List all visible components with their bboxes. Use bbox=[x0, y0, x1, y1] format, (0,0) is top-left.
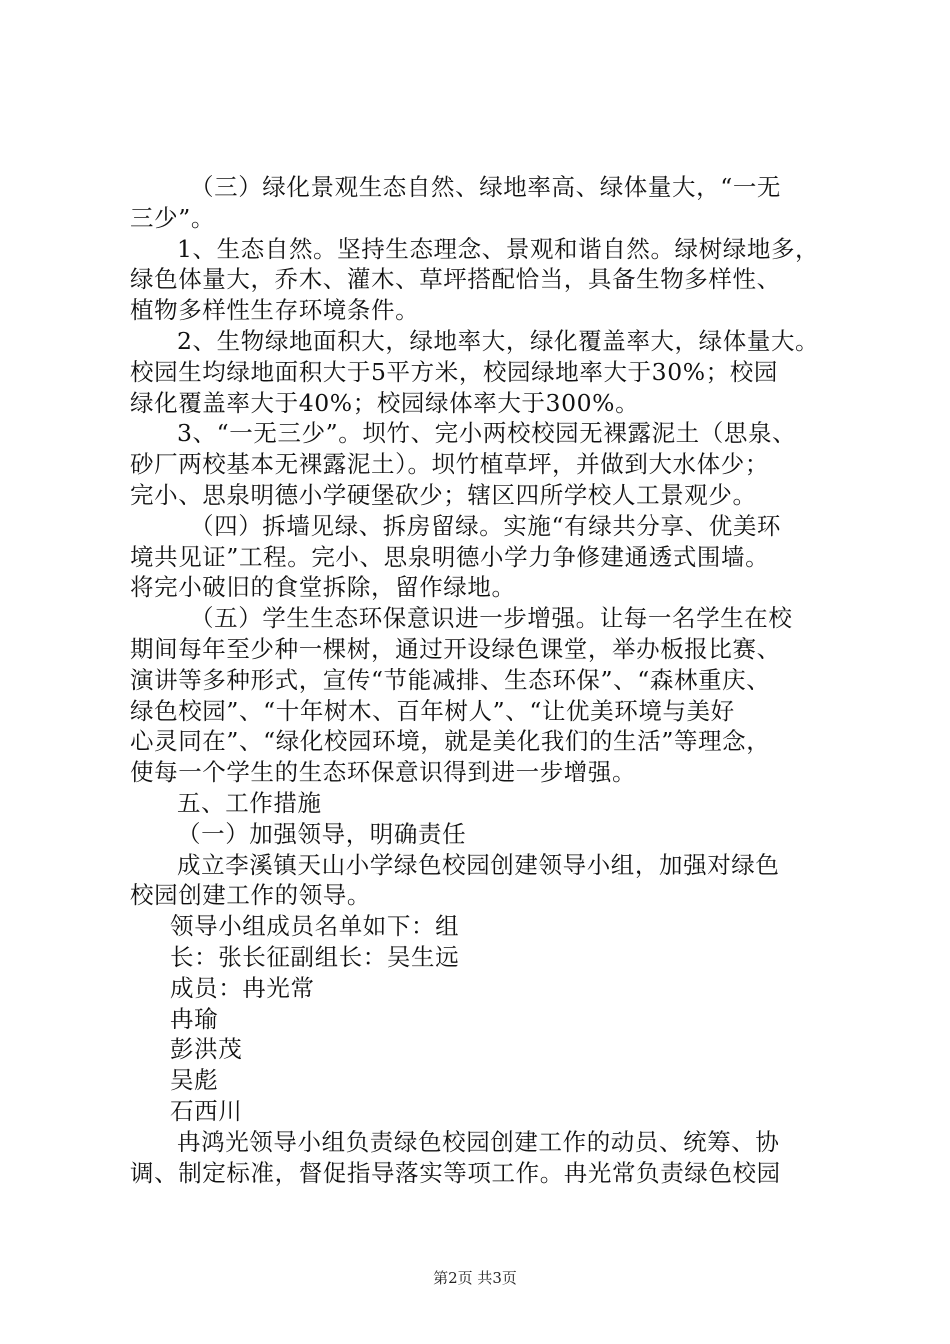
text-line: 境共见证”工程。完小、思泉明德小学力争修建通透式围墙。 bbox=[130, 542, 770, 571]
text-line: 砂厂两校基本无裸露泥土）。坝竹植草坪，并做到大水体少； bbox=[130, 450, 769, 479]
member-line: 吴彪 bbox=[170, 1066, 219, 1095]
text-line: 校园生均绿地面积大于5平方米，校园绿地率大于30%；校园 bbox=[130, 357, 778, 386]
text-line: 期间每年至少种一棵树，通过开设绿色课堂，举办板报比赛、 bbox=[130, 634, 781, 663]
text-line: 绿色校园”、“十年树木、百年树人”、“让优美环境与美好 bbox=[130, 696, 735, 725]
text-line: 成立李溪镇天山小学绿色校园创建领导小组，加强对绿色 bbox=[177, 850, 780, 879]
section-heading-4: （四）拆墙见绿、拆房留绿。实施“有绿共分享、优美环 bbox=[190, 511, 782, 540]
text-line: 演讲等多种形式，宣传“节能减排、生态环保”、“森林重庆、 bbox=[130, 665, 771, 694]
document-body bbox=[130, 172, 850, 1188]
text-line: 绿色体量大，乔木、灌木、草坪搭配恰当，具备生物多样性、 bbox=[130, 265, 781, 294]
subsection-heading: （一）加强领导，明确责任 bbox=[177, 819, 467, 848]
member-line: 彭洪茂 bbox=[170, 1035, 243, 1064]
chapter-heading: 五、工作措施 bbox=[177, 788, 322, 817]
section-heading-3: （三）绿化景观生态自然、绿地率高、绿体量大，“一无 bbox=[190, 173, 782, 201]
page-footer: 第2页 共3页 bbox=[433, 1269, 517, 1287]
member-line: 成员：冉光常 bbox=[170, 973, 315, 1002]
text-line: 完小、思泉明德小学硬堡砍少；辖区四所学校人工景观少。 bbox=[130, 480, 757, 509]
member-line: 冉瑜 bbox=[170, 1004, 219, 1033]
text-line: 3、“一无三少”。坝竹、完小两校校园无裸露泥土（思泉、 bbox=[177, 419, 797, 448]
text-line: 长：张长征副组长：吴生远 bbox=[170, 942, 460, 971]
text-line: 调、制定标准，督促指导落实等项工作。冉光常负责绿色校园 bbox=[130, 1158, 781, 1187]
text-line: 绿化覆盖率大于40%；校园绿体率大于300%。 bbox=[130, 388, 640, 417]
text-line: 冉鸿光领导小组负责绿色校园创建工作的动员、统筹、协 bbox=[177, 1127, 780, 1156]
text-line: 三少”。 bbox=[130, 203, 215, 232]
text-line: 植物多样性生存环境条件。 bbox=[130, 296, 420, 325]
text-line: 1、生态自然。坚持生态理念、景观和谐自然。绿树绿地多， bbox=[177, 234, 820, 263]
text-line: 将完小破旧的食堂拆除，留作绿地。 bbox=[130, 573, 516, 602]
section-heading-5: （五）学生生态环保意识进一步增强。让每一名学生在校 bbox=[190, 604, 793, 633]
text-line: 心灵同在”、“绿化校园环境，就是美化我们的生活”等理念， bbox=[130, 727, 771, 756]
text-line: 领导小组成员名单如下：组 bbox=[170, 912, 460, 941]
text-line: 校园创建工作的领导。 bbox=[130, 881, 371, 910]
member-line: 石西川 bbox=[170, 1096, 243, 1125]
text-line: 使每一个学生的生态环保意识得到进一步增强。 bbox=[130, 758, 637, 787]
text-line: 2、生物绿地面积大，绿地率大，绿化覆盖率大，绿体量大。 bbox=[177, 326, 820, 355]
